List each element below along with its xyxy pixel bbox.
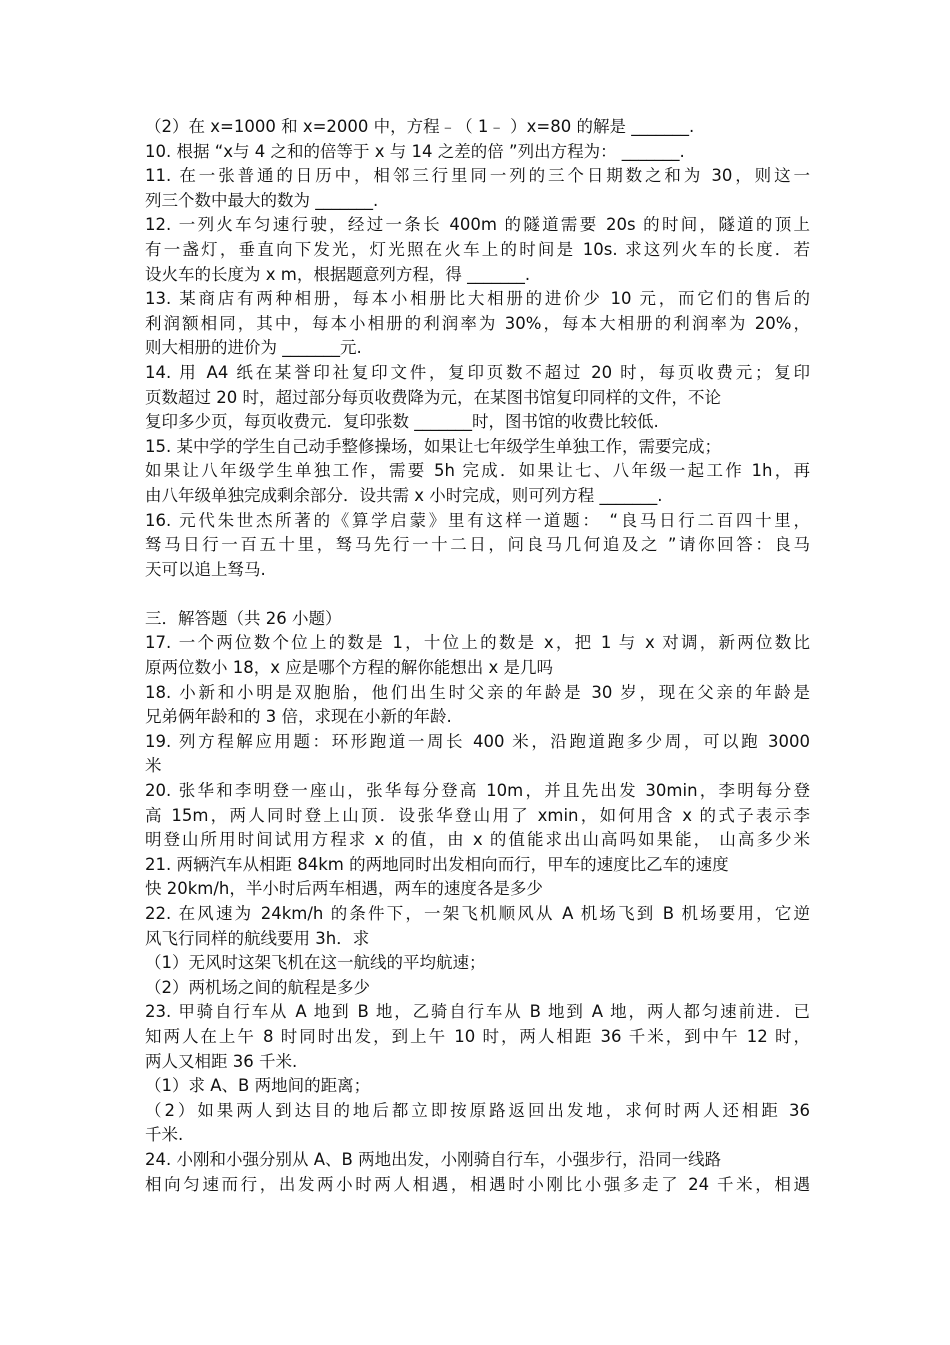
text-line: 天可以追上驽马. xyxy=(145,559,266,579)
text-line: 则大相册的进价为 _______元. xyxy=(145,338,362,358)
text-line: 两人又相距 36 千米. xyxy=(145,1051,298,1071)
text-line: 有一盏灯，垂直向下发光，灯光照在火车上的时间是 10s. 求这列火车的长度．若 xyxy=(145,239,810,259)
text-line: 米 xyxy=(145,756,162,776)
text-line: 21. 两辆汽车从相距 84km 的两地同时出发相向而行，甲车的速度比乙车的速度 xyxy=(145,854,729,874)
text-line: 设火车的长度为 x m，根据题意列方程，得 _______. xyxy=(145,264,531,284)
text-line: 快 20km/h，半小时后两车相遇，两车的速度各是多少 xyxy=(145,879,543,899)
text-line: 17. 一个两位数个位上的数是 1，十位上的数是 x，把 1 与 x 对调，新两位数比 xyxy=(145,633,810,653)
text-line: 15. 某中学的学生自己动手整修操场，如果让七年级学生单独工作，需要完成； xyxy=(145,436,721,456)
text-line: 明登山所用时间试用方程求 x 的值，由 x 的值能求出山高吗如果能， 山高多少米 xyxy=(145,830,810,850)
text-line: 原两位数小 18，x 应是哪个方程的解你能想出 x 是几吗 xyxy=(145,658,554,678)
text-line: 风飞行同样的航线要用 3h．求 xyxy=(145,928,370,948)
text-line: 驽马日行一百五十里，驽马先行一十二日，问良马几何追及之 ”请你回答：良马 xyxy=(145,535,810,555)
text-line: 10. 根据 “x与 4 之和的倍等于 x 与 14 之差的倍 ”列出方程为： _______. xyxy=(145,141,685,161)
text-line: 22. 在风速为 24km/h 的条件下，一架飞机顺风从 A 机场飞到 B 机场要用，它逆 xyxy=(145,904,810,923)
text-line: 18. 小新和小明是双胞胎，他们出生时父亲的年龄是 30 岁，现在父亲的年龄是 xyxy=(145,682,810,702)
text-line: （1）求 A、B 两地间的距离； xyxy=(145,1076,371,1096)
text-line: （2）在 x=1000 和 x=2000 中，方程﹣（ 1﹣ ）x=80 的解是 _______. xyxy=(145,117,695,136)
text-line: 16. 元代朱世杰所著的《算学启蒙》里有这样一道题： “良马日行二百四十里， xyxy=(145,510,810,530)
text-line: （2）如果两人到达目的地后都立即按原路返回出发地，求何时两人还相距 36 xyxy=(145,1100,810,1120)
text-line: 列三个数中最大的数为 _______. xyxy=(145,190,379,210)
text-line: 20. 张华和李明登一座山，张华每分登高 10m，并且先出发 30min，李明每分登 xyxy=(145,781,810,801)
text-line: 24. 小刚和小强分别从 A、B 两地出发，小刚骑自行车，小强步行，沿同一线路 xyxy=(145,1149,722,1169)
text-line: 23. 甲骑自行车从 A 地到 B 地，乙骑自行车从 B 地到 A 地，两人都匀速前进．已 xyxy=(145,1002,810,1022)
text-line: 复印多少页，每页收费元．复印张数 _______时，图书馆的收费比较低. xyxy=(145,412,659,432)
text-line: 19. 列方程解应用题：环形跑道一周长 400 米，沿跑道跑多少周，可以跑 3000 xyxy=(145,731,810,751)
text-line: 利润额相同，其中，每本小相册的利润率为 30%，每本大相册的利润率为 20%， xyxy=(145,313,810,333)
text-line: 知两人在上午 8 时同时出发，到上午 10 时，两人相距 36 千米，到中午 12 时， xyxy=(145,1026,810,1046)
text-line: 高 15m，两人同时登上山顶．设张华登山用了 xmin，如何用含 x 的式子表示李 xyxy=(145,805,810,825)
text-line: （2）两机场之间的航程是多少 xyxy=(145,977,370,997)
text-line: 兄弟俩年龄和的 3 倍，求现在小新的年龄. xyxy=(145,707,452,727)
text-line: 13. 某商店有两种相册，每本小相册比大相册的进价少 10 元，而它们的售后的 xyxy=(145,289,810,309)
text-line: 千米. xyxy=(145,1125,184,1145)
blank-line xyxy=(145,582,810,607)
text-line: 页数超过 20 时，超过部分每页收费降为元，在某图书馆复印同样的文件，不论 xyxy=(145,387,721,407)
text-line: 如果让八年级学生单独工作，需要 5h 完成．如果让七、八年级一起工作 1h，再 xyxy=(145,461,810,481)
text-line: 相向匀速而行，出发两小时两人相遇，相遇时小刚比小强多走了 24 千米，相遇 xyxy=(145,1174,810,1194)
text-line: 三．解答题（共 26 小题） xyxy=(145,608,342,628)
document-page xyxy=(145,115,810,1197)
text-line: 由八年级单独完成剩余部分．设共需 x 小时完成，则可列方程 _______. xyxy=(145,485,663,505)
text-line: 12. 一列火车匀速行驶，经过一条长 400m 的隧道需要 20s 的时间，隧道的顶上 xyxy=(145,215,810,235)
text-line: （1）无风时这架飞机在这一航线的平均航速； xyxy=(145,953,486,973)
text-line: 11. 在一张普通的日历中，相邻三行里同一列的三个日期数之和为 30，则这一 xyxy=(145,166,810,186)
text-line: 14. 用 A4 纸在某誉印社复印文件，复印页数不超过 20 时，每页收费元；复印 xyxy=(145,362,810,382)
